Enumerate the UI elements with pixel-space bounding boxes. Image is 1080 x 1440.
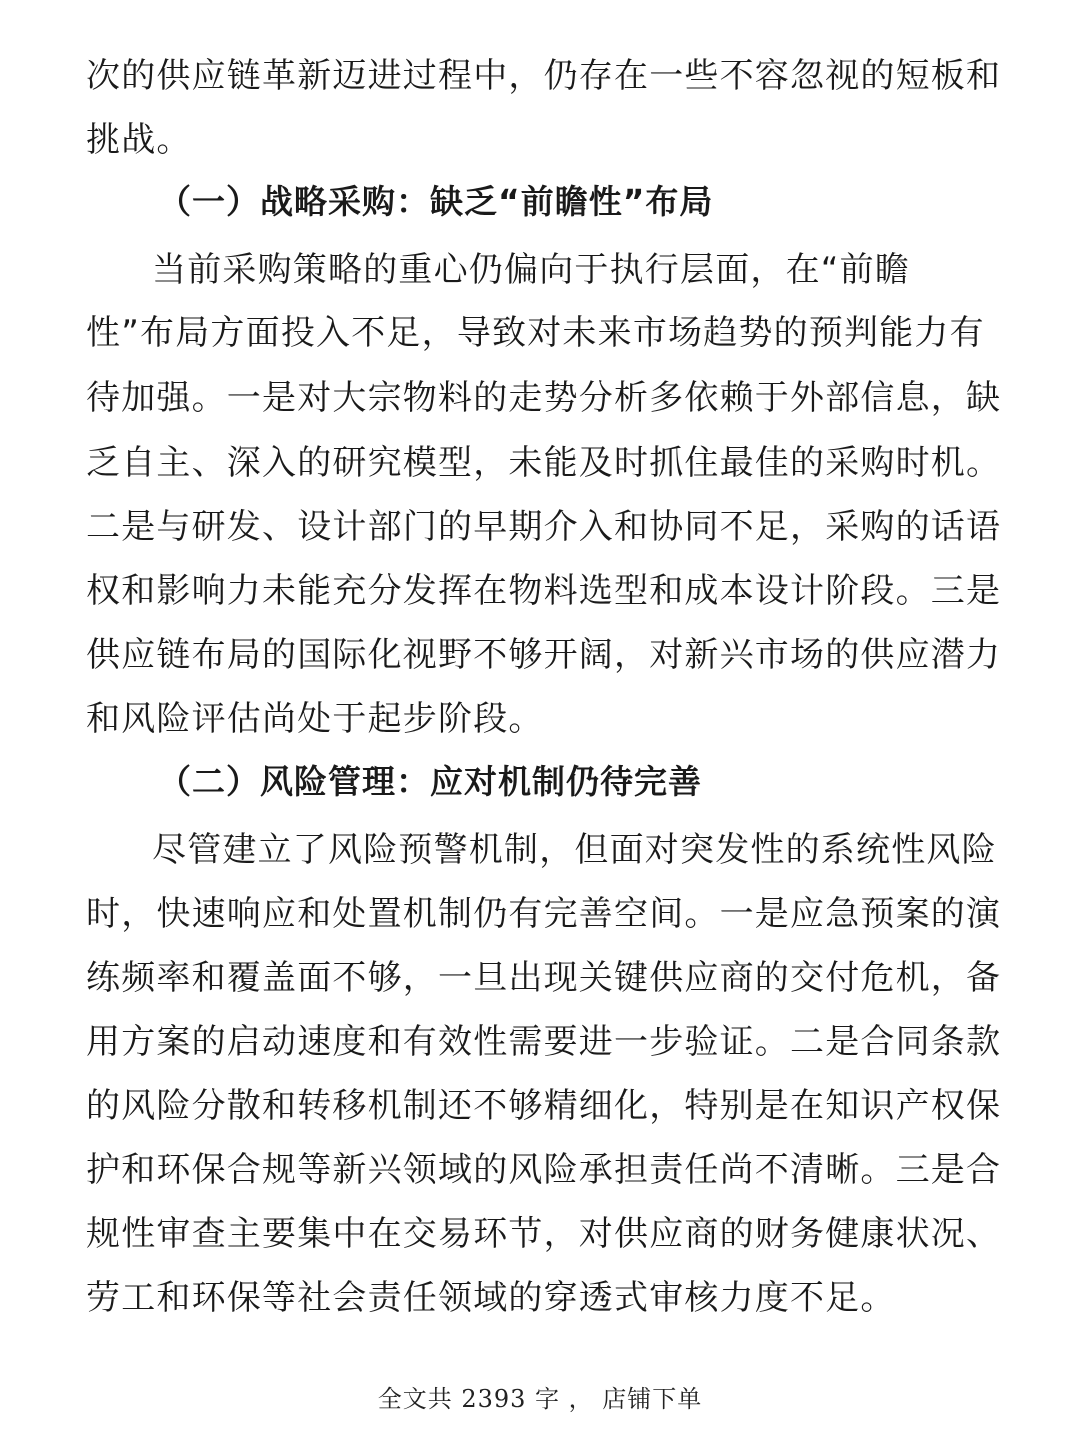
section2-line-7: 规性审查主要集中在交易环节，对供应商的财务健康状况、	[86, 1214, 1002, 1254]
word-count-footer: 全文共 2393 字 ， 店铺下单	[377, 1385, 703, 1413]
section1-line-3: 待加强。一是对大宗物料的走势分析多依赖于外部信息，缺	[86, 378, 1002, 418]
section1-line-2: 性”布局方面投入不足，导致对未来市场趋势的预判能力有	[86, 313, 985, 353]
section2-line-2: 时，快速响应和处置机制仍有完善空间。一是应急预案的演	[86, 894, 1002, 934]
section1-line-4: 乏自主、深入的研究模型，未能及时抓住最佳的采购时机。	[86, 443, 1002, 483]
section1-line-6: 权和影响力未能充分发挥在物料选型和成本设计阶段。三是	[86, 571, 1002, 611]
intro-line-2: 挑战。	[86, 120, 192, 160]
section2-line-3: 练频率和覆盖面不够，一旦出现关键供应商的交付危机，备	[86, 958, 1002, 998]
section2-heading: （二）风险管理：应对机制仍待完善	[158, 762, 702, 801]
section1-line-1: 当前采购策略的重心仍偏向于执行层面，在“前瞻	[152, 250, 911, 290]
section2-line-1: 尽管建立了风险预警机制，但面对突发性的系统性风险	[152, 830, 997, 870]
section1-line-7: 供应链布局的国际化视野不够开阔，对新兴市场的供应潜力	[86, 635, 1002, 675]
section1-line-8: 和风险评估尚处于起步阶段。	[86, 699, 544, 739]
section2-line-4: 用方案的启动速度和有效性需要进一步验证。二是合同条款	[86, 1022, 1002, 1062]
intro-line-1: 次的供应链革新迈进过程中，仍存在一些不容忽视的短板和	[86, 56, 1002, 96]
section2-line-8: 劳工和环保等社会责任领域的穿透式审核力度不足。	[86, 1278, 896, 1318]
section2-line-6: 护和环保合规等新兴领域的风险承担责任尚不清晰。三是合	[86, 1150, 1002, 1190]
section2-line-5: 的风险分散和转移机制还不够精细化，特别是在知识产权保	[86, 1086, 1002, 1126]
section1-heading: （一）战略采购：缺乏“前瞻性”布局	[158, 182, 714, 221]
section1-line-5: 二是与研发、设计部门的早期介入和协同不足，采购的话语	[86, 507, 1002, 547]
